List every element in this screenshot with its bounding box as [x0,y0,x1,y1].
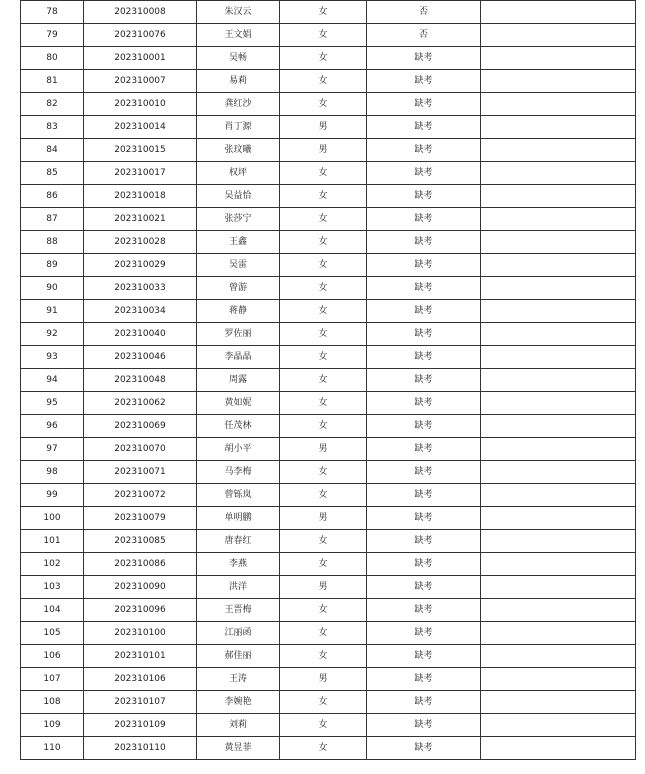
table-row [21,668,636,691]
name-cell: 唐春红 [197,530,280,553]
name-cell: 曾游 [197,277,280,300]
table-row [21,484,636,507]
row-number-cell: 83 [21,116,84,139]
name-cell: 吴畅 [197,47,280,70]
name-cell: 吴雷 [197,254,280,277]
exam-id-cell: 202310008 [84,1,197,24]
gender-cell: 女 [280,93,367,116]
table-row [21,231,636,254]
exam-id-cell: 202310086 [84,553,197,576]
table-row [21,415,636,438]
status-cell: 缺考 [367,323,481,346]
status-cell: 缺考 [367,484,481,507]
row-number-cell: 96 [21,415,84,438]
gender-cell: 女 [280,392,367,415]
table-row [21,24,636,47]
exam-id-cell: 202310100 [84,622,197,645]
exam-id-cell: 202310015 [84,139,197,162]
status-cell: 缺考 [367,369,481,392]
table-row [21,461,636,484]
remark-cell [481,208,636,231]
row-number-cell: 109 [21,714,84,737]
row-number-cell: 100 [21,507,84,530]
exam-id-cell: 202310107 [84,691,197,714]
gender-cell: 女 [280,323,367,346]
table-row [21,576,636,599]
gender-cell: 女 [280,599,367,622]
exam-id-cell: 202310029 [84,254,197,277]
table-row [21,116,636,139]
exam-id-cell: 202310018 [84,185,197,208]
status-cell: 缺考 [367,392,481,415]
status-cell: 缺考 [367,553,481,576]
name-cell: 黄昱菲 [197,737,280,760]
exam-id-cell: 202310079 [84,507,197,530]
remark-cell [481,484,636,507]
status-cell: 缺考 [367,162,481,185]
remark-cell [481,415,636,438]
exam-id-cell: 202310028 [84,231,197,254]
exam-id-cell: 202310076 [84,24,197,47]
row-number-cell: 103 [21,576,84,599]
row-number-cell: 94 [21,369,84,392]
row-number-cell: 105 [21,622,84,645]
remark-cell [481,162,636,185]
row-number-cell: 92 [21,323,84,346]
exam-id-cell: 202310070 [84,438,197,461]
remark-cell [481,47,636,70]
row-number-cell: 79 [21,24,84,47]
gender-cell: 女 [280,185,367,208]
remark-cell [481,691,636,714]
status-cell: 缺考 [367,139,481,162]
gender-cell: 女 [280,300,367,323]
name-cell: 吴益恰 [197,185,280,208]
table-row [21,553,636,576]
gender-cell: 女 [280,47,367,70]
status-cell: 缺考 [367,599,481,622]
exam-id-cell: 202310110 [84,737,197,760]
name-cell: 洪洋 [197,576,280,599]
remark-cell [481,369,636,392]
gender-cell: 女 [280,714,367,737]
remark-cell [481,645,636,668]
status-cell: 否 [367,24,481,47]
exam-id-cell: 202310062 [84,392,197,415]
remark-cell [481,231,636,254]
name-cell: 周露 [197,369,280,392]
table-row [21,737,636,760]
row-number-cell: 90 [21,277,84,300]
table-row [21,369,636,392]
table-row [21,530,636,553]
gender-cell: 男 [280,507,367,530]
name-cell: 王文娟 [197,24,280,47]
remark-cell [481,300,636,323]
remark-cell [481,323,636,346]
row-number-cell: 108 [21,691,84,714]
gender-cell: 女 [280,622,367,645]
table-row [21,277,636,300]
row-number-cell: 102 [21,553,84,576]
gender-cell: 女 [280,1,367,24]
exam-id-cell: 202310010 [84,93,197,116]
table-row [21,714,636,737]
name-cell: 曾铄岚 [197,484,280,507]
name-cell: 易莉 [197,70,280,93]
exam-id-cell: 202310106 [84,668,197,691]
table-row [21,323,636,346]
table-row [21,645,636,668]
gender-cell: 女 [280,346,367,369]
status-cell: 缺考 [367,346,481,369]
row-number-cell: 106 [21,645,84,668]
status-cell: 缺考 [367,507,481,530]
row-number-cell: 91 [21,300,84,323]
exam-id-cell: 202310021 [84,208,197,231]
exam-id-cell: 202310096 [84,599,197,622]
exam-id-cell: 202310001 [84,47,197,70]
name-cell: 李晶晶 [197,346,280,369]
row-number-cell: 85 [21,162,84,185]
table-row [21,139,636,162]
status-cell: 缺考 [367,300,481,323]
exam-id-cell: 202310034 [84,300,197,323]
remark-cell [481,507,636,530]
row-number-cell: 89 [21,254,84,277]
row-number-cell: 101 [21,530,84,553]
gender-cell: 女 [280,553,367,576]
exam-id-cell: 202310090 [84,576,197,599]
roster-table-body [21,1,636,760]
name-cell: 张莎宁 [197,208,280,231]
row-number-cell: 81 [21,70,84,93]
exam-id-cell: 202310046 [84,346,197,369]
name-cell: 权坪 [197,162,280,185]
name-cell: 王晋梅 [197,599,280,622]
name-cell: 江丽函 [197,622,280,645]
table-row [21,300,636,323]
gender-cell: 女 [280,645,367,668]
status-cell: 缺考 [367,208,481,231]
status-cell: 缺考 [367,668,481,691]
table-row [21,507,636,530]
gender-cell: 女 [280,737,367,760]
status-cell: 缺考 [367,47,481,70]
row-number-cell: 98 [21,461,84,484]
row-number-cell: 78 [21,1,84,24]
status-cell: 缺考 [367,438,481,461]
remark-cell [481,461,636,484]
remark-cell [481,553,636,576]
table-row [21,254,636,277]
name-cell: 李燕 [197,553,280,576]
row-number-cell: 93 [21,346,84,369]
remark-cell [481,185,636,208]
table-row [21,346,636,369]
table-row [21,438,636,461]
table-row [21,93,636,116]
gender-cell: 男 [280,139,367,162]
table-row [21,622,636,645]
gender-cell: 女 [280,162,367,185]
status-cell: 缺考 [367,576,481,599]
remark-cell [481,576,636,599]
name-cell: 胡小平 [197,438,280,461]
exam-id-cell: 202310071 [84,461,197,484]
status-cell: 缺考 [367,231,481,254]
remark-cell [481,392,636,415]
name-cell: 王鑫 [197,231,280,254]
exam-id-cell: 202310014 [84,116,197,139]
row-number-cell: 104 [21,599,84,622]
row-number-cell: 107 [21,668,84,691]
table-row [21,208,636,231]
exam-id-cell: 202310007 [84,70,197,93]
remark-cell [481,1,636,24]
remark-cell [481,346,636,369]
table-row [21,47,636,70]
exam-id-cell: 202310101 [84,645,197,668]
remark-cell [481,668,636,691]
gender-cell: 女 [280,24,367,47]
exam-id-cell: 202310040 [84,323,197,346]
name-cell: 刘莉 [197,714,280,737]
row-number-cell: 86 [21,185,84,208]
table-row [21,599,636,622]
roster-table [20,0,636,760]
name-cell: 王涛 [197,668,280,691]
table-row [21,392,636,415]
exam-id-cell: 202310069 [84,415,197,438]
row-number-cell: 95 [21,392,84,415]
gender-cell: 女 [280,691,367,714]
gender-cell: 女 [280,70,367,93]
status-cell: 缺考 [367,185,481,208]
remark-cell [481,139,636,162]
status-cell: 缺考 [367,254,481,277]
remark-cell [481,622,636,645]
row-number-cell: 88 [21,231,84,254]
remark-cell [481,24,636,47]
name-cell: 任茂林 [197,415,280,438]
status-cell: 缺考 [367,461,481,484]
gender-cell: 女 [280,530,367,553]
status-cell: 否 [367,1,481,24]
status-cell: 缺考 [367,622,481,645]
gender-cell: 男 [280,576,367,599]
name-cell: 张玟曦 [197,139,280,162]
exam-id-cell: 202310109 [84,714,197,737]
gender-cell: 男 [280,116,367,139]
remark-cell [481,438,636,461]
exam-id-cell: 202310017 [84,162,197,185]
status-cell: 缺考 [367,530,481,553]
row-number-cell: 87 [21,208,84,231]
row-number-cell: 99 [21,484,84,507]
status-cell: 缺考 [367,277,481,300]
gender-cell: 女 [280,484,367,507]
gender-cell: 女 [280,231,367,254]
remark-cell [481,714,636,737]
status-cell: 缺考 [367,714,481,737]
row-number-cell: 84 [21,139,84,162]
exam-id-cell: 202310033 [84,277,197,300]
row-number-cell: 110 [21,737,84,760]
table-row [21,70,636,93]
status-cell: 缺考 [367,645,481,668]
remark-cell [481,254,636,277]
status-cell: 缺考 [367,93,481,116]
name-cell: 李婉艳 [197,691,280,714]
exam-id-cell: 202310072 [84,484,197,507]
exam-id-cell: 202310048 [84,369,197,392]
remark-cell [481,737,636,760]
gender-cell: 女 [280,277,367,300]
table-row [21,1,636,24]
name-cell: 黄如妮 [197,392,280,415]
status-cell: 缺考 [367,70,481,93]
remark-cell [481,93,636,116]
name-cell: 马李梅 [197,461,280,484]
status-cell: 缺考 [367,415,481,438]
table-row [21,691,636,714]
row-number-cell: 82 [21,93,84,116]
gender-cell: 女 [280,254,367,277]
name-cell: 肖丁源 [197,116,280,139]
row-number-cell: 97 [21,438,84,461]
status-cell: 缺考 [367,691,481,714]
table-row [21,162,636,185]
remark-cell [481,116,636,139]
remark-cell [481,530,636,553]
status-cell: 缺考 [367,116,481,139]
gender-cell: 女 [280,461,367,484]
exam-id-cell: 202310085 [84,530,197,553]
name-cell: 龚红沙 [197,93,280,116]
remark-cell [481,277,636,300]
gender-cell: 女 [280,208,367,231]
remark-cell [481,70,636,93]
name-cell: 单明鹏 [197,507,280,530]
gender-cell: 男 [280,438,367,461]
name-cell: 蒋静 [197,300,280,323]
gender-cell: 女 [280,415,367,438]
table-row [21,185,636,208]
gender-cell: 男 [280,668,367,691]
name-cell: 罗佐丽 [197,323,280,346]
name-cell: 朱汉云 [197,1,280,24]
remark-cell [481,599,636,622]
name-cell: 郝佳丽 [197,645,280,668]
status-cell: 缺考 [367,737,481,760]
row-number-cell: 80 [21,47,84,70]
gender-cell: 女 [280,369,367,392]
